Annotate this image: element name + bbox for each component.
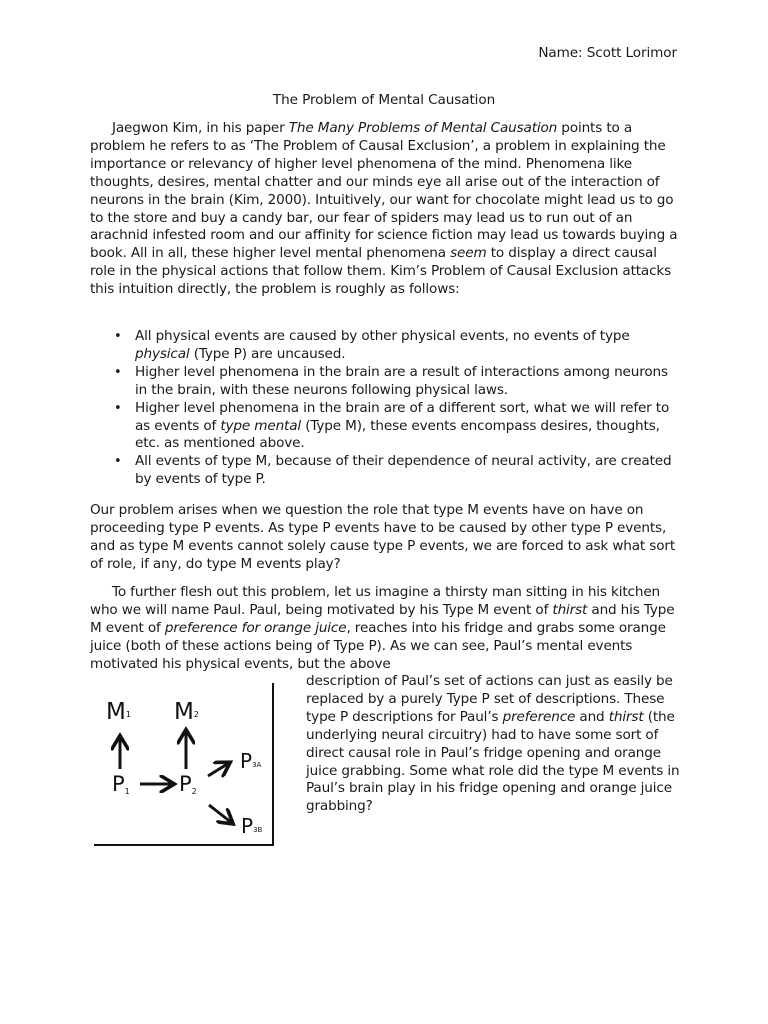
premise-list (90, 328, 682, 489)
list-item: • All physical events are caused by other physical events, no events of type physical (Type P) are uncaused. (114, 328, 630, 362)
arrow-p2-p3a (208, 763, 229, 776)
document-title: The Problem of Mental Causation (272, 92, 496, 108)
arrow-p2-p3b (209, 805, 232, 823)
paper-title: The Many Problems of Mental Causation (288, 120, 558, 136)
paragraph-problem: Our problem arises when we question the role that type M events have on have on proceeding type P events. As type P events have to be caused by other type P events, and as type M events cannot solely cause type P events, we are forced to ask what sort of role, if any, do type M events play? (90, 502, 675, 572)
node-m1: M1 (106, 699, 131, 725)
paragraph-example: To further flesh out this problem, let us imagine a thirsty man sitting in his kitchen who we will name Paul. Paul, being motivated by his Type M event of thirst and his Type M event of preference for orange juice, reaches into his fridge and grabs some orange juice (both of these actions being of Type P). As we can see, Paul’s mental events motivated his physical events, but the above (90, 584, 675, 672)
bullet-icon: • (114, 400, 122, 416)
causation-diagram (90, 683, 280, 848)
node-p3b: P3B (241, 814, 263, 838)
node-p1: P1 (112, 772, 130, 796)
emphasis-seem: seem (450, 245, 487, 262)
list-item: • Higher level phenomena in the brain are a result of interactions among neurons in the brain, with these neurons following physical laws. (114, 363, 668, 398)
list-item: • All events of type M, because of their dependence of neural activity, are created by events of type P. (114, 453, 672, 488)
bullet-icon: • (114, 454, 122, 470)
paragraph-intro: Jaegwon Kim, in his paper The Many Problems of Mental Causation points to a problem he refers to as ‘The Problem of Causal Exclusion’, a problem in explaining the importance or relevancy of higher level phenomena of the mind. Phenomena like thoughts, desires, mental chatter and our minds eye all arise out of the interaction of neurons in the brain (Kim, 2000). Intuitively, our want for chocolate might lead us to go to the store and buy a candy bar, our fear of spiders may lead us to run out of an arachnid infested room and our affinity for science fiction may lead us towards buying a book. All in all, these higher level mental phenomena seem to display a direct causal role in the physical actions that follow them. Kim’s Problem of Causal Exclusion attacks this intuition directly, the problem is roughly as follows: (90, 120, 678, 298)
paragraph-example-continued: description of Paul’s set of actions can just as easily be replaced by a purely Type P set of descriptions. These type P descriptions for Paul’s preference and thirst (the underlying neural circuitry) had to have some sort of direct causal role in Paul’s fridge opening and orange juice grabbing. Some what role did the type M events in Paul’s brain play in his fridge opening and orange juice grabbing? (306, 673, 680, 815)
node-p2: P2 (179, 772, 197, 796)
bullet-icon: • (114, 329, 122, 344)
node-p3a: P3A (240, 749, 262, 773)
bullet-icon: • (114, 364, 122, 380)
author-name: Name: Scott Lorimor (538, 45, 677, 61)
node-m2: M2 (174, 699, 199, 725)
list-item: • Higher level phenomena in the brain are of a different sort, what we will refer to as events of type mental (Type M), these events encompass desires, thoughts, etc. as mentioned above. (114, 399, 670, 452)
